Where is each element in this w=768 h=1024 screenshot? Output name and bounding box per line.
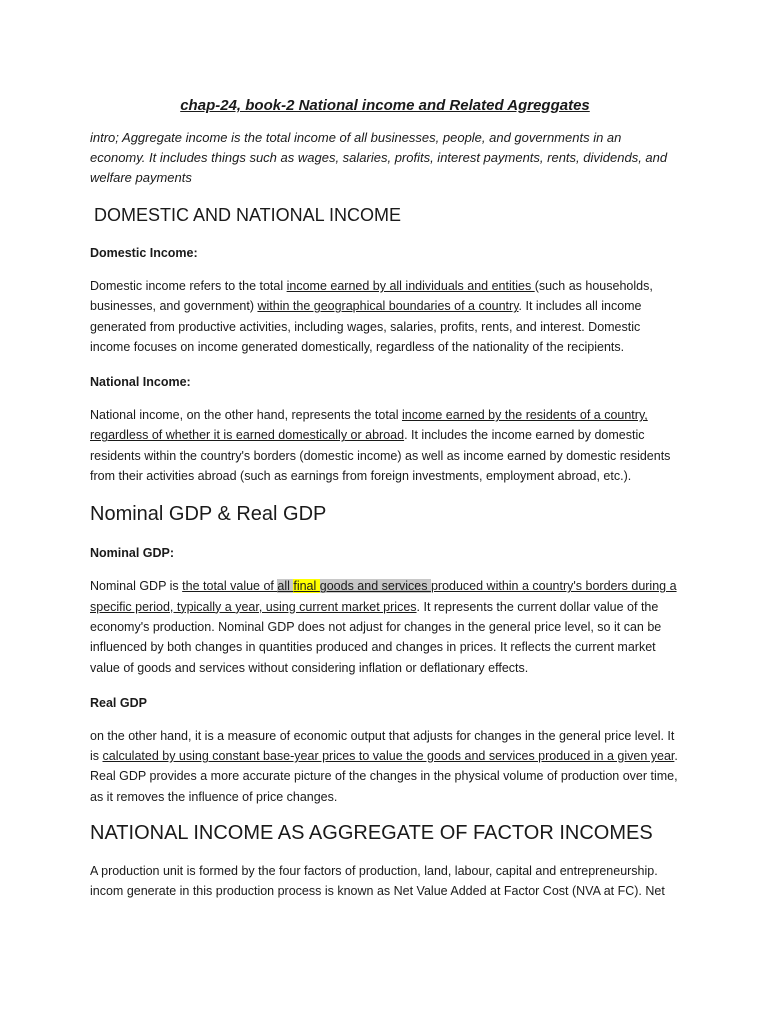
real-gdp-paragraph <box>90 726 680 807</box>
highlighted-text: goods and services <box>319 579 431 594</box>
text-run: Domestic income refers to the total <box>90 279 287 293</box>
section-heading-gdp: Nominal GDP & Real GDP <box>90 503 327 526</box>
section-heading-factor-incomes: NATIONAL INCOME AS AGGREGATE OF FACTOR INCOMES <box>90 822 653 845</box>
text-run: . It represents the current dollar value of the economy's production. Nominal GDP does not adjust for changes in the general price level, so it can be influenced by both changes in quantities produced and changes in prices. It reflects the current market value of goods and services without considering inflation or deflationary effects. <box>90 599 662 675</box>
highlighted-text: all <box>277 579 294 594</box>
text-run: National income, on the other hand, represents the total <box>90 408 402 423</box>
section-heading-domestic-national: DOMESTIC AND NATIONAL INCOME <box>94 205 402 225</box>
national-income-label: National Income: <box>90 375 191 390</box>
text-run: . It includes all income generated from productive activities, including wages, salaries, profits, rents, and interest. Domestic income focuses on income generated domestically, regardless of the nationality of the recipients. <box>90 299 642 354</box>
underlined-text: income earned by all individuals and entities <box>286 279 535 293</box>
document-body <box>90 96 680 902</box>
text-run: . It includes the income earned by domestic residents within the country's borders (domestic income) as well as income earned by domestic residents from their activities abroad (such as earnings from foreign investments, employment abroad, etc.). <box>90 428 671 484</box>
nominal-gdp-label: Nominal GDP: <box>90 546 175 561</box>
intro-paragraph: intro; Aggregate income is the total income of all businesses, people, and governments in an economy. It includes things such as wages, salaries, profits, interest payments, rents, dividends, and welfare payments <box>90 130 668 185</box>
text-run: (such as households, businesses, and government) <box>90 279 653 314</box>
real-gdp-label: Real GDP <box>90 695 147 710</box>
underlined-text: produced within a country's borders during a specific period, typically a year, using current market prices <box>90 579 677 614</box>
underlined-text: calculated by using constant base-year prices to value the goods and services produced in a given year <box>102 749 675 764</box>
factor-incomes-paragraph: A production unit is formed by the four factors of production, land, labour, capital and entrepreneurship. incom generate in this production process is known as Net Value Added at Factor Cost (NVA at FC). Net <box>90 864 665 899</box>
national-income-paragraph <box>90 405 680 486</box>
text-run: . Real GDP provides a more accurate picture of the changes in the physical volume of production over time, as it removes the influence of price changes. <box>90 749 678 804</box>
underlined-text: within the geographical boundaries of a country <box>257 299 519 314</box>
underlined-text: the total value of <box>182 579 278 594</box>
text-run: on the other hand, it is a measure of economic output that adjusts for changes in the general price level. It is <box>90 728 675 764</box>
document-title: chap-24, book-2 National income and Related Agreggates <box>180 97 590 114</box>
text-run: Nominal GDP is <box>90 579 183 594</box>
domestic-income-paragraph <box>90 276 680 357</box>
nominal-gdp-paragraph <box>90 576 680 677</box>
domestic-income-label: Domestic Income: <box>90 246 198 260</box>
highlighted-text: final <box>293 579 320 594</box>
underlined-text: income earned by the residents of a country, regardless of whether it is earned domestically or abroad <box>90 408 648 443</box>
